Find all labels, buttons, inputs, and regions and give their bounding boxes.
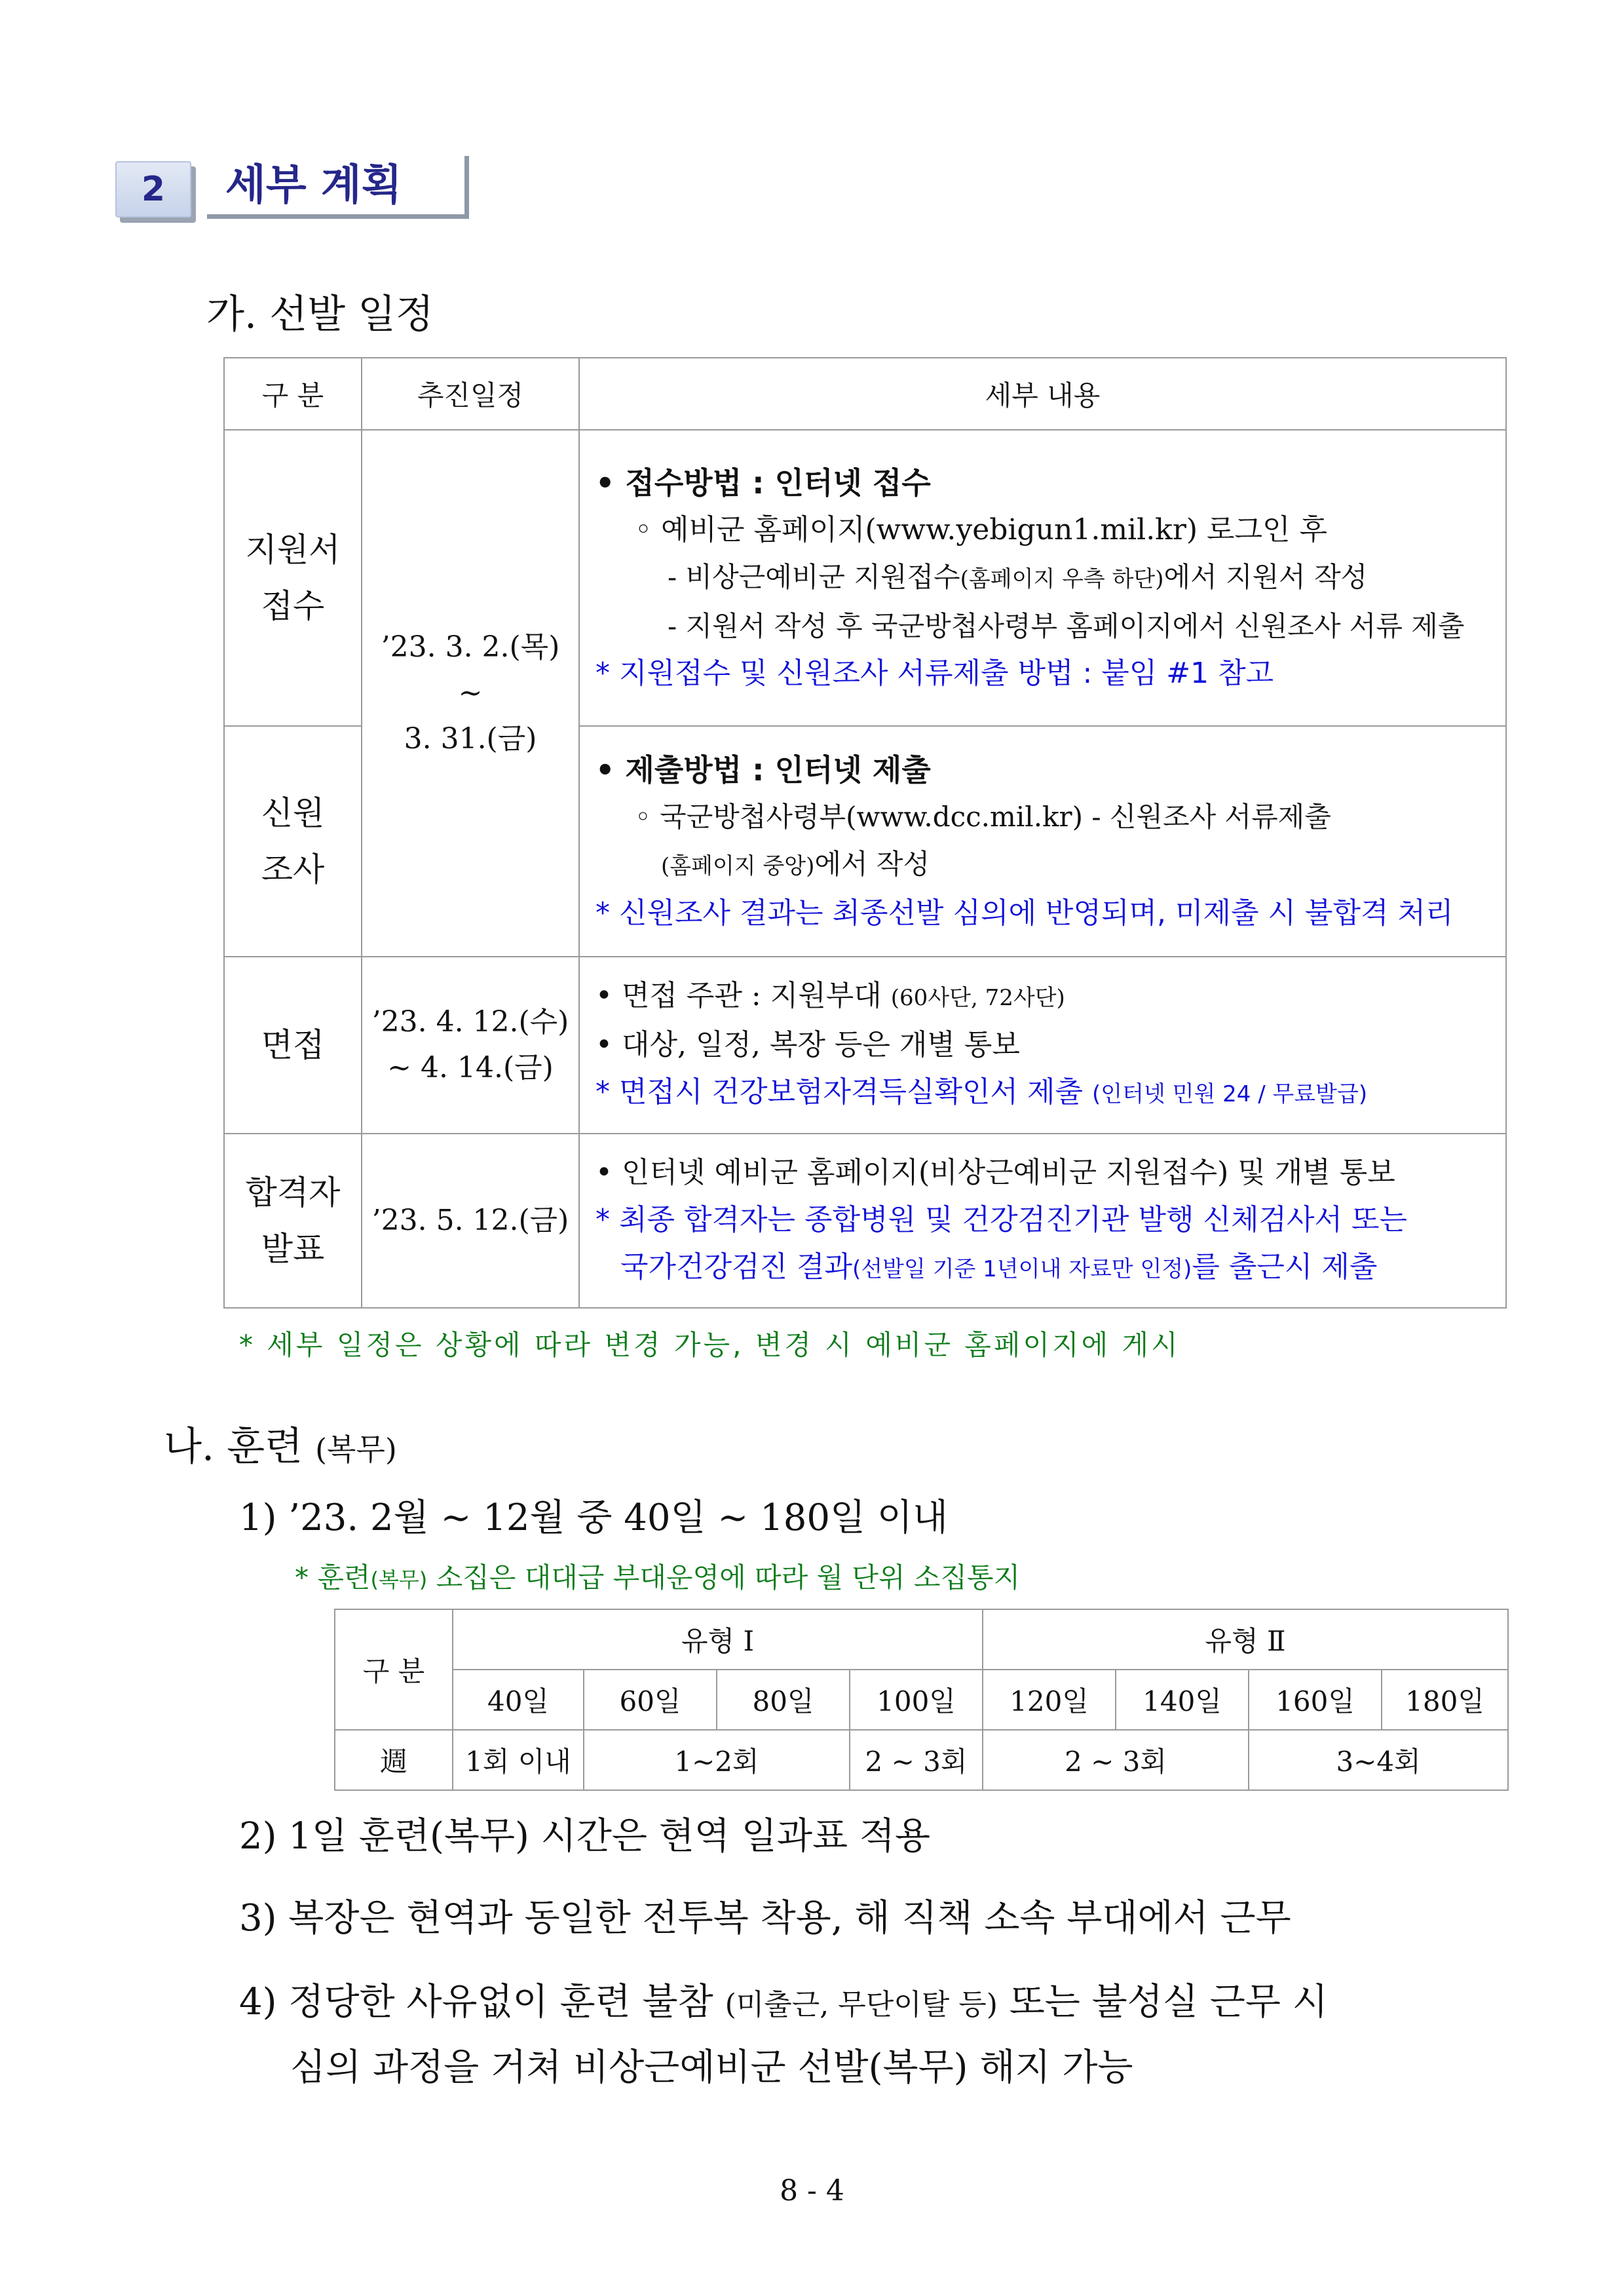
period-application: ’23. 3. 2.(목) ~ 3. 31.(금): [362, 430, 579, 957]
section-header: [115, 156, 472, 225]
detail-application: • 접수방법 : 인터넷 접수 ◦ 예비군 홈페이지(www.yebigun1.mil.kr) 로그인 후 - 비상근예비군 지원접수(홈페이지 우측 하단)에서 지원서 작성 - 지원서 작성 후 국군방첩사령부 홈페이지에서 신원조사 서류 제출 * 지원접수 및 신원조사 서류제출 방법 : 붙임 #1 참고: [579, 430, 1506, 726]
row-announcement: [224, 1134, 1506, 1308]
week-row: [335, 1730, 1508, 1790]
training-note: * 훈련(복무) 소집은 대대급 부대운영에 따라 월 단위 소집통지: [295, 1561, 1021, 1594]
week-cell: 2 ~ 3회: [983, 1730, 1249, 1790]
days-cell: 80일: [717, 1670, 850, 1730]
week-label: 週: [335, 1730, 453, 1790]
week-cell: 1회 이내: [453, 1730, 584, 1790]
type-1-header: 유형 Ⅰ: [453, 1609, 983, 1670]
type-corner: 구 분: [335, 1609, 453, 1730]
week-cell: 3~4회: [1249, 1730, 1508, 1790]
schedule-header-row: [224, 358, 1506, 430]
section-number: 2: [115, 161, 191, 218]
days-row: [335, 1670, 1508, 1730]
header-period: 추진일정: [362, 358, 579, 430]
label-background-check: 신원 조사: [224, 726, 362, 957]
week-cell: 1~2회: [584, 1730, 850, 1790]
type-2-header: 유형 Ⅱ: [983, 1609, 1508, 1670]
label-application: 지원서 접수: [224, 430, 362, 726]
heading-training: 나. 훈련 (복무): [164, 1424, 397, 1470]
row-interview: [224, 957, 1506, 1134]
detail-announcement: • 인터넷 예비군 홈페이지(비상근예비군 지원접수) 및 개별 통보 * 최종 합격자는 종합병원 및 건강검진기관 발행 신체검사서 또는 국가건강검진 결과(선발일 기준 1년이내 자료만 인정)를 출근시 제출: [579, 1134, 1506, 1308]
days-cell: 180일: [1382, 1670, 1508, 1730]
days-cell: 40일: [453, 1670, 584, 1730]
schedule-note: * 세부 일정은 상황에 따라 변경 가능, 변경 시 예비군 홈페이지에 게시: [239, 1329, 1180, 1361]
period-interview: ’23. 4. 12.(수) ~ 4. 14.(금): [362, 957, 579, 1134]
detail-interview: • 면접 주관 : 지원부대 (60사단, 72사단) • 대상, 일정, 복장 등은 개별 통보 * 면접시 건강보험자격득실확인서 제출 (인터넷 민원 24 / 무료발급): [579, 957, 1506, 1134]
days-cell: 140일: [1116, 1670, 1249, 1730]
days-cell: 100일: [850, 1670, 983, 1730]
section-title: 세부 계획: [207, 156, 469, 219]
training-item-1: 1) ’23. 2월 ~ 12월 중 40일 ~ 180일 이내: [239, 1497, 949, 1539]
header-category: 구 분: [224, 358, 362, 430]
period-announcement: ’23. 5. 12.(금): [362, 1134, 579, 1308]
week-cell: 2 ~ 3회: [850, 1730, 983, 1790]
page-number: 8 - 4: [780, 2174, 844, 2208]
days-cell: 160일: [1249, 1670, 1382, 1730]
schedule-table: [223, 357, 1507, 1309]
training-type-table: [334, 1609, 1509, 1791]
heading-selection-schedule: 가. 선발 일정: [206, 292, 434, 337]
row-application: [224, 430, 1506, 726]
training-item-4: 4) 정당한 사유없이 훈련 불참 (미출근, 무단이탈 등) 또는 불성실 근무 시 심의 과정을 거쳐 비상근예비군 선발(복무) 해지 가능: [239, 1981, 1328, 2089]
label-interview: 면접: [224, 957, 362, 1134]
training-item-3: 3) 복장은 현역과 동일한 전투복 착용, 해 직책 소속 부대에서 근무: [239, 1897, 1291, 1940]
detail-background-check: • 제출방법 : 인터넷 제출 ◦ 국군방첩사령부(www.dcc.mil.kr) - 신원조사 서류제출 (홈페이지 중앙)에서 작성 * 신원조사 결과는 최종선발 심의에 반영되며, 미제출 시 불합격 처리: [579, 726, 1506, 957]
label-announcement: 합격자 발표: [224, 1134, 362, 1308]
header-detail: 세부 내용: [579, 358, 1506, 430]
type-header-row: [335, 1609, 1508, 1670]
days-cell: 60일: [584, 1670, 717, 1730]
training-item-2: 2) 1일 훈련(복무) 시간은 현역 일과표 적용: [239, 1815, 931, 1858]
days-cell: 120일: [983, 1670, 1116, 1730]
